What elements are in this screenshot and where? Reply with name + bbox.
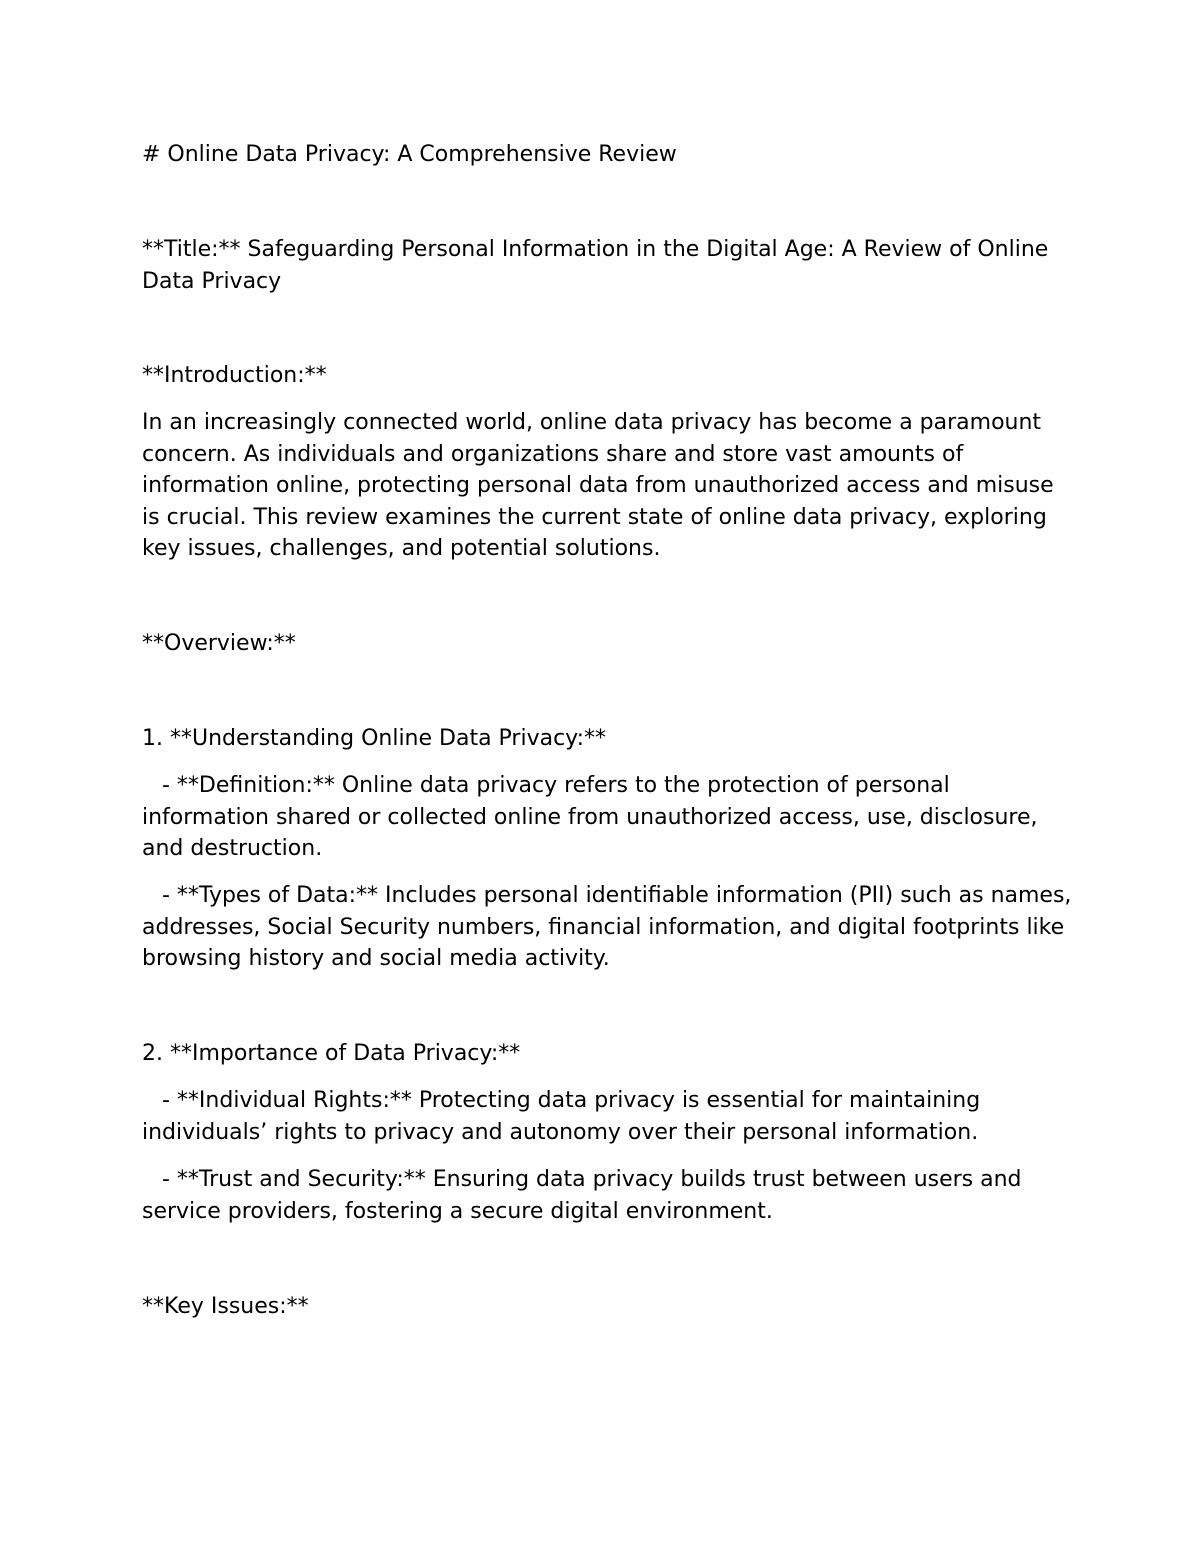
section-heading: 1. **Understanding Online Data Privacy:** (142, 726, 607, 751)
bullet-types-of-data: - **Types of Data:** Includes personal identifiable information (PII) such as names, addresses, Social Security numbers, financial information, and digital footprints like browsing history and social media activity. (142, 883, 1072, 971)
document-title: **Title:** Safeguarding Personal Information in the Digital Age: A Review of Online Data Privacy (142, 237, 1049, 294)
overview-label: **Overview:** (142, 631, 296, 656)
bullet-individual-rights: - **Individual Rights:** Protecting data privacy is essential for maintaining individuals’ rights to privacy and autonomy over their personal information. (142, 1088, 981, 1145)
introduction-paragraph: In an increasingly connected world, online data privacy has become a paramount concern. As individuals and organizations share and store vast amounts of information online, protecting personal data from unauthorized access and misuse is crucial. This review examines the current state of online data privacy, exploring key issues, challenges, and potential solutions. (142, 410, 1054, 561)
document-heading: # Online Data Privacy: A Comprehensive Review (142, 142, 677, 167)
bullet-trust-and-security: - **Trust and Security:** Ensuring data privacy builds trust between users and service providers, fostering a secure digital environment. (142, 1167, 1022, 1224)
introduction-label: **Introduction:** (142, 363, 327, 388)
key-issues-label: **Key Issues:** (142, 1294, 309, 1319)
bullet-definition: - **Definition:** Online data privacy refers to the protection of personal information shared or collected online from unauthorized access, use, disclosure, and destruction. (142, 773, 1038, 861)
section-heading: 2. **Importance of Data Privacy:** (142, 1041, 521, 1066)
